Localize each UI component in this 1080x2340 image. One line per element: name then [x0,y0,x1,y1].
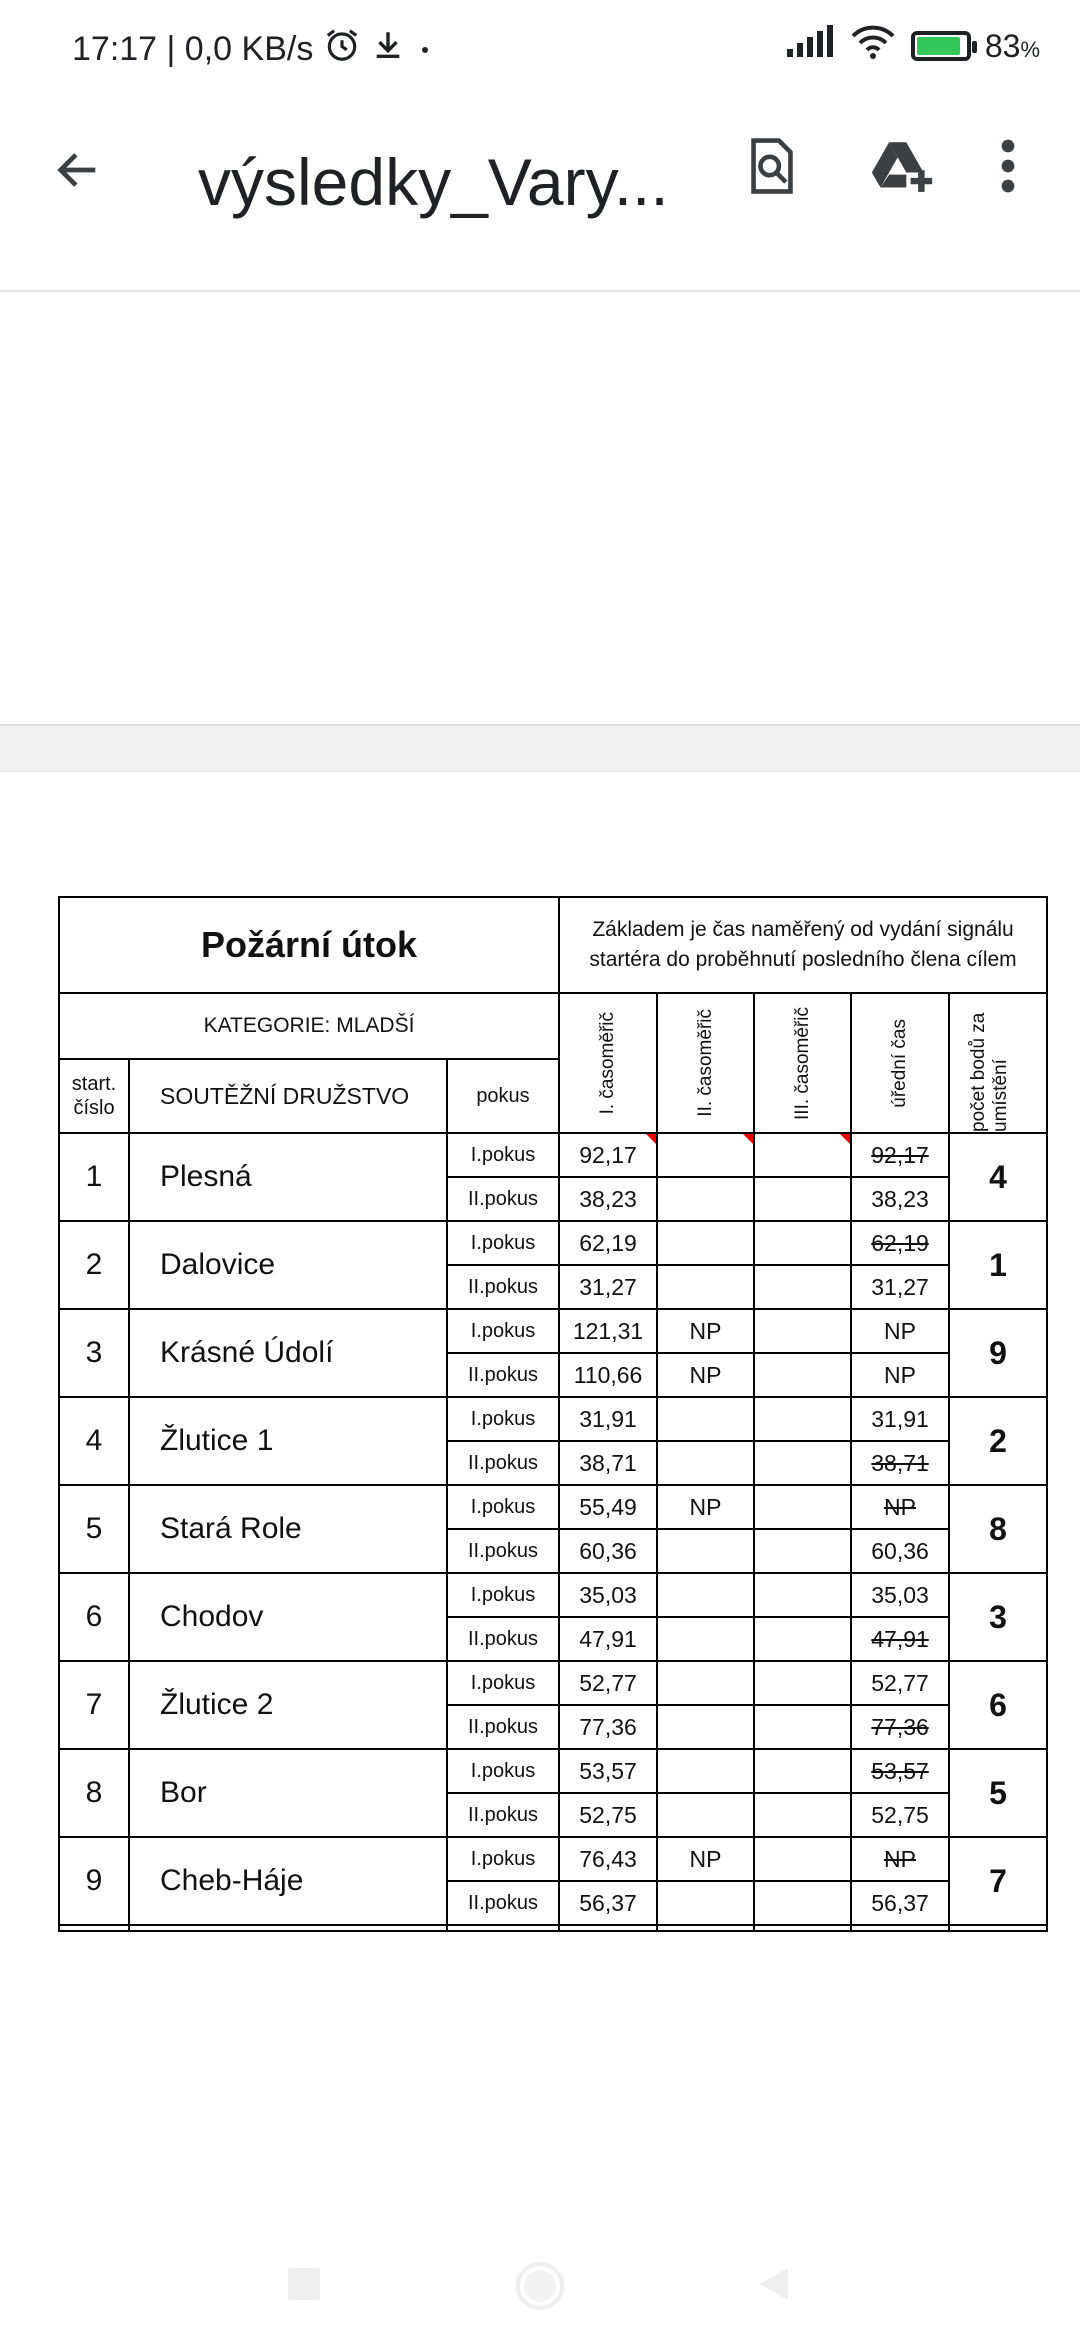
continuation-cell [447,1925,559,1931]
download-icon [371,28,405,71]
battery-fill [917,37,960,55]
points-value: 9 [949,1309,1047,1397]
official-time-value: NP [851,1485,949,1529]
timer-3-value [754,1177,851,1221]
more-vert-icon [998,138,1018,194]
official-time-value: 53,57 [851,1749,949,1793]
timer-1-value: 38,23 [559,1177,657,1221]
official-time-value: 52,77 [851,1661,949,1705]
timer-2-value [657,1133,754,1177]
attempt-label: I.pokus [447,1661,559,1705]
timer-1-value: 38,71 [559,1441,657,1485]
attempt-label: II.pokus [447,1265,559,1309]
points-value: 1 [949,1221,1047,1309]
table-row [59,1485,1047,1529]
add-to-drive-button[interactable] [862,126,942,206]
attempt-label: II.pokus [447,1529,559,1573]
attempt-label: II.pokus [447,1353,559,1397]
attempt-label: II.pokus [447,1705,559,1749]
timer-3-value [754,1749,851,1793]
header-start-number: start. číslo [59,1059,129,1133]
attempt-label: II.pokus [447,1617,559,1661]
attempt-label: II.pokus [447,1793,559,1837]
points-value: 8 [949,1485,1047,1573]
header-attempt: pokus [447,1059,559,1133]
attempt-label: II.pokus [447,1177,559,1221]
team-name: Stará Role [129,1485,447,1573]
official-time-value: 92,17 [851,1133,949,1177]
timer-1-value: 56,37 [559,1881,657,1925]
start-number: 5 [59,1485,129,1573]
continuation-cell [559,1925,657,1931]
status-right [785,24,1040,68]
official-time-value: 56,37 [851,1881,949,1925]
timer-1-value: 52,75 [559,1793,657,1837]
timer-2-value: NP [657,1837,754,1881]
add-to-drive-icon [869,138,935,194]
timer-1-value: 77,36 [559,1705,657,1749]
continuation-cell [851,1925,949,1931]
table-continuation [59,1925,1047,1931]
header-timer-2: II. časoměřič [657,993,754,1133]
points-value: 7 [949,1837,1047,1925]
team-name: Bor [129,1749,447,1837]
more-options-button[interactable] [978,126,1038,206]
continuation-cell [754,1925,851,1931]
status-bar [0,0,1080,96]
start-number: 3 [59,1309,129,1397]
back-nav-button[interactable] [754,2264,794,2309]
wifi-icon [849,24,897,68]
attempt-label: I.pokus [447,1397,559,1441]
attempt-label: I.pokus [447,1573,559,1617]
back-triangle-icon [754,2264,794,2304]
timer-3-value [754,1573,851,1617]
timer-2-value [657,1881,754,1925]
table-row [59,1837,1047,1881]
timer-3-value [754,1353,851,1397]
timer-3-value [754,1265,851,1309]
table-row [59,1397,1047,1441]
official-time-value: 62,19 [851,1221,949,1265]
points-value: 3 [949,1573,1047,1661]
recents-button[interactable] [284,2264,324,2309]
timer-3-value [754,1837,851,1881]
timer-2-value [657,1177,754,1221]
start-number: 1 [59,1133,129,1221]
official-time-value: 35,03 [851,1573,949,1617]
attempt-label: I.pokus [447,1133,559,1177]
timer-2-value [657,1573,754,1617]
timer-2-value: NP [657,1309,754,1353]
timer-1-value: 31,91 [559,1397,657,1441]
attempt-label: I.pokus [447,1749,559,1793]
category-label: KATEGORIE: MLADŠÍ [59,993,559,1059]
continuation-cell [949,1925,1047,1931]
start-number: 2 [59,1221,129,1309]
official-time-value: 31,27 [851,1265,949,1309]
team-name: Chodov [129,1573,447,1661]
timer-3-value [754,1485,851,1529]
battery-icon [911,31,971,61]
header-timer-1: I. časoměřič [559,993,657,1133]
attempt-label: II.pokus [447,1881,559,1925]
timer-3-value [754,1309,851,1353]
timer-2-value [657,1705,754,1749]
timer-2-value [657,1749,754,1793]
battery-percent: 83% [984,27,1040,64]
timer-1-value: 52,77 [559,1661,657,1705]
table-row [59,1661,1047,1705]
timer-2-value: NP [657,1485,754,1529]
timer-2-value [657,1617,754,1661]
points-value: 6 [949,1661,1047,1749]
timer-3-value [754,1397,851,1441]
timer-1-value: 53,57 [559,1749,657,1793]
timer-3-value [754,1133,851,1177]
table-row [59,1749,1047,1793]
back-button[interactable] [40,132,116,208]
official-time-value: NP [851,1837,949,1881]
timer-2-value [657,1529,754,1573]
notification-dot-icon [415,30,435,69]
continuation-cell [129,1925,447,1931]
timer-3-value [754,1441,851,1485]
attempt-label: I.pokus [447,1221,559,1265]
page-separator [0,724,1080,772]
timer-1-value: 60,36 [559,1529,657,1573]
find-in-page-icon [744,136,800,196]
team-name: Žlutice 1 [129,1397,447,1485]
timer-2-value [657,1441,754,1485]
official-time-value: 47,91 [851,1617,949,1661]
official-time-value: 52,75 [851,1793,949,1837]
table-row [59,1309,1047,1353]
timer-2-value [657,1397,754,1441]
navigation-bar [0,2230,1080,2340]
signal-icon [785,25,835,67]
continuation-cell [657,1925,754,1931]
timer-2-value [657,1793,754,1837]
timer-2-value [657,1221,754,1265]
attempt-label: I.pokus [447,1309,559,1353]
home-circle-icon [514,2260,566,2312]
timing-note: Základem je čas naměřený od vydání signálu startéra do proběhnutí posledního člena cílem [559,897,1047,993]
home-button[interactable] [514,2260,566,2317]
official-time-value: 31,91 [851,1397,949,1441]
official-time-value: NP [851,1309,949,1353]
timer-3-value [754,1705,851,1749]
document-title: výsledky_Vary... [198,145,669,219]
status-left [72,26,435,73]
attempt-label: I.pokus [447,1485,559,1529]
timer-2-value: NP [657,1353,754,1397]
official-time-value: 77,36 [851,1705,949,1749]
header-points: počet bodů za umístění [949,993,1047,1133]
recents-square-icon [284,2264,324,2304]
timer-1-value: 121,31 [559,1309,657,1353]
header-team: SOUTĚŽNÍ DRUŽSTVO [129,1059,447,1133]
official-time-value: 38,71 [851,1441,949,1485]
find-in-page-button[interactable] [732,126,812,206]
continuation-cell [59,1925,129,1931]
start-number: 4 [59,1397,129,1485]
timer-3-value [754,1529,851,1573]
official-time-value: NP [851,1353,949,1397]
results-sheet [58,896,1046,1932]
team-name: Žlutice 2 [129,1661,447,1749]
official-time-value: 60,36 [851,1529,949,1573]
official-time-value: 38,23 [851,1177,949,1221]
team-name: Krásné Údolí [129,1309,447,1397]
team-name: Plesná [129,1133,447,1221]
start-number: 9 [59,1837,129,1925]
status-time-speed: 17:17 | 0,0 KB/s [72,30,314,68]
alarm-icon [323,26,361,73]
sheet-title: Požární útok [59,897,559,993]
table-row [59,1221,1047,1265]
timer-1-value: 110,66 [559,1353,657,1397]
timer-1-value: 76,43 [559,1837,657,1881]
timer-3-value [754,1617,851,1661]
timer-1-value: 31,27 [559,1265,657,1309]
timer-2-value [657,1661,754,1705]
attempt-label: II.pokus [447,1441,559,1485]
timer-1-value: 55,49 [559,1485,657,1529]
timer-3-value [754,1661,851,1705]
header-official-time: úřední čas [851,993,949,1133]
header-timer-3: III. časoměřič [754,993,851,1133]
timer-2-value [657,1265,754,1309]
points-value: 5 [949,1749,1047,1837]
team-name: Cheb-Háje [129,1837,447,1925]
start-number: 6 [59,1573,129,1661]
arrow-back-icon [52,144,104,196]
table-row [59,1573,1047,1617]
timer-1-value: 47,91 [559,1617,657,1661]
attempt-label: I.pokus [447,1837,559,1881]
start-number: 7 [59,1661,129,1749]
team-name: Dalovice [129,1221,447,1309]
timer-1-value: 92,17 [559,1133,657,1177]
timer-3-value [754,1221,851,1265]
start-number: 8 [59,1749,129,1837]
points-value: 2 [949,1397,1047,1485]
app-bar [0,96,1080,292]
timer-1-value: 62,19 [559,1221,657,1265]
table-row [59,1133,1047,1177]
timer-1-value: 35,03 [559,1573,657,1617]
timer-3-value [754,1793,851,1837]
results-table [58,896,1048,1932]
timer-3-value [754,1881,851,1925]
points-value: 4 [949,1133,1047,1221]
